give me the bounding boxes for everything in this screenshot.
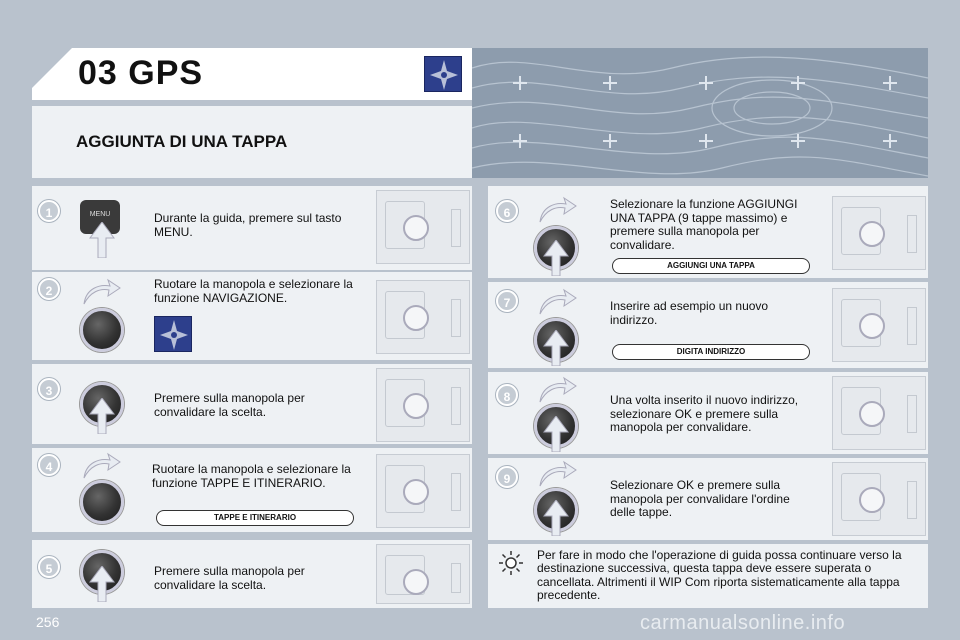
chapter-title: 03 GPS bbox=[78, 54, 204, 92]
step-text: Inserire ad esempio un nuovo indirizzo. bbox=[610, 299, 769, 327]
rotate-arrow-icon bbox=[538, 196, 578, 224]
step-text: Ruotare la manopola e selezionare la funzione TAPPE E ITINERARIO. bbox=[152, 462, 351, 490]
step-text: Selezionare OK e premere sulla manopola per convalidare l'ordine delle tappe. bbox=[610, 478, 790, 519]
rotate-arrow-icon bbox=[82, 278, 122, 306]
radio-panel-icon bbox=[376, 454, 470, 528]
sun-tip-icon bbox=[498, 550, 524, 576]
press-arrow-icon bbox=[88, 398, 116, 434]
menu-option-pill: TAPPE E ITINERARIO bbox=[156, 510, 354, 526]
rotate-arrow-icon bbox=[538, 376, 578, 404]
step-number-badge: 3 bbox=[38, 378, 60, 400]
section-title: AGGIUNTA DI UNA TAPPA bbox=[76, 132, 288, 151]
radio-panel-icon bbox=[376, 190, 470, 264]
step-number-badge: 7 bbox=[496, 290, 518, 312]
control-knob-icon bbox=[80, 308, 124, 352]
navigation-crosshair-icon bbox=[424, 56, 462, 92]
radio-panel-icon bbox=[832, 288, 926, 362]
topographic-banner bbox=[472, 48, 928, 178]
watermark: carmanualsonline.info bbox=[640, 612, 846, 634]
control-knob-icon bbox=[80, 480, 124, 524]
step-number-badge: 9 bbox=[496, 466, 518, 488]
step-text: Premere sulla manopola per convalidare la scelta. bbox=[154, 564, 305, 592]
step-text: Premere sulla manopola per convalidare la scelta. bbox=[154, 391, 305, 419]
radio-panel-icon bbox=[376, 544, 470, 604]
step-number-badge: 8 bbox=[496, 384, 518, 406]
rotate-arrow-icon bbox=[538, 460, 578, 488]
step-text: Durante la guida, premere sul tasto MENU. bbox=[154, 211, 342, 239]
radio-panel-icon bbox=[376, 368, 470, 442]
press-arrow-icon bbox=[542, 416, 570, 452]
radio-panel-icon bbox=[832, 462, 926, 536]
tip-text: Per fare in modo che l'operazione di guida possa continuare verso la destinazione successiva, questa tappa deve essere superata o cancellata. Altrimenti il WIP Com riporta sistematicamente alla tappa precedente. bbox=[537, 548, 902, 603]
menu-button-icon: MENU bbox=[80, 200, 120, 234]
rotate-arrow-icon bbox=[538, 288, 578, 316]
press-arrow-icon bbox=[88, 222, 116, 258]
step-number-badge: 1 bbox=[38, 200, 60, 222]
menu-option-pill: AGGIUNGI UNA TAPPA bbox=[612, 258, 810, 274]
step-number-badge: 5 bbox=[38, 556, 60, 578]
rotate-arrow-icon bbox=[82, 452, 122, 480]
step-number-badge: 4 bbox=[38, 454, 60, 476]
step-number-badge: 6 bbox=[496, 200, 518, 222]
radio-panel-icon bbox=[376, 280, 470, 354]
step-number-badge: 2 bbox=[38, 278, 60, 300]
page-number: 256 bbox=[36, 614, 60, 630]
press-arrow-icon bbox=[88, 566, 116, 602]
navigation-crosshair-icon bbox=[154, 316, 192, 352]
step-text: Selezionare la funzione AGGIUNGI UNA TAPPA (9 tappe massimo) e premere sulla manopola per convalidare. bbox=[610, 197, 798, 252]
press-arrow-icon bbox=[542, 240, 570, 276]
press-arrow-icon bbox=[542, 500, 570, 536]
radio-panel-icon bbox=[832, 376, 926, 450]
step-text: Ruotare la manopola e selezionare la funzione NAVIGAZIONE. bbox=[154, 277, 353, 305]
radio-panel-icon bbox=[832, 196, 926, 270]
menu-option-pill: DIGITA INDIRIZZO bbox=[612, 344, 810, 360]
step-text: Una volta inserito il nuovo indirizzo, selezionare OK e premere sulla manopola per convalidare. bbox=[610, 393, 799, 434]
press-arrow-icon bbox=[542, 330, 570, 366]
